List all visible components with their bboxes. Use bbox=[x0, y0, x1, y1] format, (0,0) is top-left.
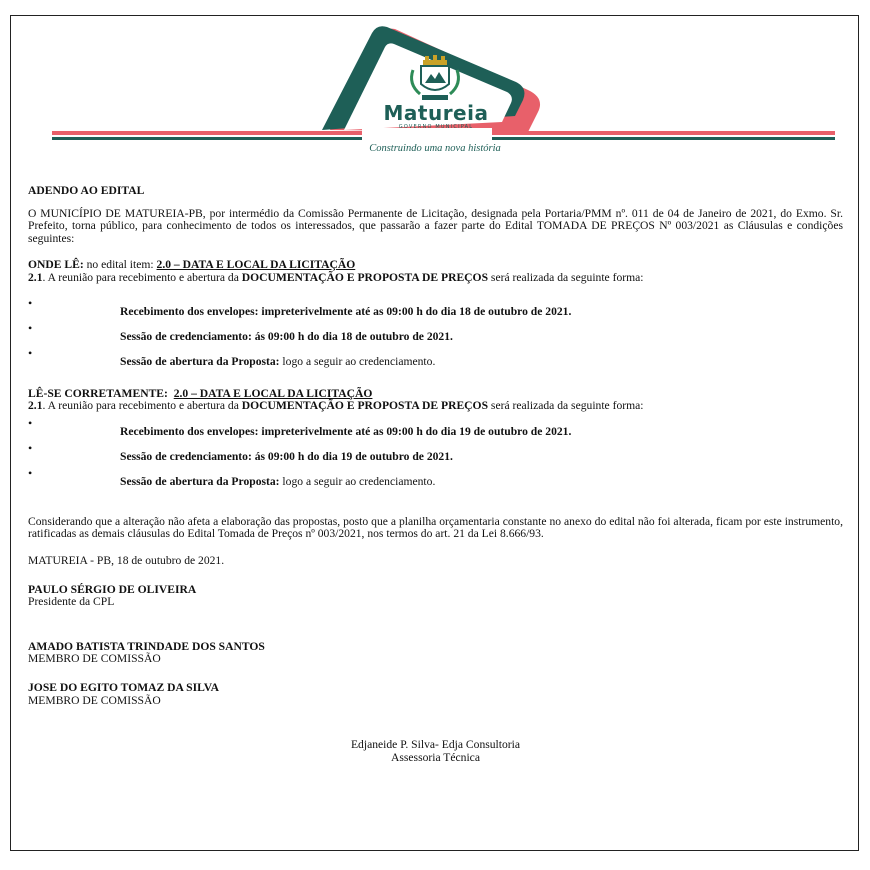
le-label: LÊ-SE CORRETAMENTE: bbox=[28, 386, 168, 400]
considerando-paragraph: Considerando que a alteração não afeta a elaboração das propostas, posto que a planilha orçamentaria constante no anexo do edital não foi alterada, ficam por este instrumento, ratificadas as demais cláusulas do Edital Tomada de Preços nº 003/2021, nos termos do art. 21 da Lei 8.666/93. bbox=[28, 514, 843, 541]
le-bullet-3-bold: Sessão de abertura da Proposta: bbox=[120, 474, 280, 488]
list-item bbox=[28, 463, 843, 488]
signatory-name: JOSE DO EGITO TOMAZ DA SILVA bbox=[28, 680, 220, 694]
onde-bullet-1: Recebimento dos envelopes: impreterivelmente até as 09:00 h do dia 18 de outubro de 2021. bbox=[120, 304, 572, 318]
le-bullet-2: Sessão de credenciamento: ás 09:00 h do dia 19 de outubro de 2021. bbox=[120, 449, 453, 463]
le-bullet-list bbox=[28, 413, 843, 488]
signatory-role: Presidente da CPL bbox=[28, 595, 115, 609]
le-line-a: . A reunião para recebimento e abertura da bbox=[42, 399, 242, 413]
footer-line-1: Edjaneide P. Silva- Edja Consultoria bbox=[350, 738, 521, 752]
bullet-icon: • bbox=[28, 415, 33, 430]
signatory-role: MEMBRO DE COMISSÃO bbox=[28, 652, 161, 666]
slogan: Construindo uma nova história bbox=[369, 143, 501, 154]
onde-bullet-3 bbox=[120, 356, 435, 369]
signatory-name: AMADO BATISTA TRINDADE DOS SANTOS bbox=[28, 639, 265, 653]
matureia-logo bbox=[0, 0, 870, 165]
le-line-b: DOCUMENTAÇÃO E PROPOSTA DE PREÇOS bbox=[241, 399, 489, 413]
le-num: 2.1 bbox=[28, 399, 43, 413]
le-bullet-3 bbox=[120, 476, 435, 489]
bullet-icon: • bbox=[28, 465, 33, 480]
list-item bbox=[28, 438, 843, 463]
list-item bbox=[28, 343, 843, 368]
le-bullet-3-rest: logo a seguir ao credenciamento. bbox=[279, 474, 436, 488]
le-bullet-1: Recebimento dos envelopes: impreterivelmente até as 09:00 h do dia 19 de outubro de 2021. bbox=[120, 424, 572, 438]
bullet-icon: • bbox=[28, 345, 33, 360]
bullet-icon: • bbox=[28, 295, 33, 310]
onde-prefix: no edital item: bbox=[83, 258, 157, 272]
bullet-icon: • bbox=[28, 440, 33, 455]
bullet-icon: • bbox=[28, 320, 33, 335]
signatory-role: MEMBRO DE COMISSÃO bbox=[28, 693, 161, 707]
onde-line-a: . A reunião para recebimento e abertura da bbox=[42, 270, 242, 284]
onde-label: ONDE LÊ: bbox=[28, 258, 84, 272]
onde-bullet-3-rest: logo a seguir ao credenciamento. bbox=[279, 354, 436, 368]
brand-name: Matureia bbox=[383, 101, 489, 125]
letterhead bbox=[0, 0, 870, 165]
onde-num: 2.1 bbox=[28, 270, 43, 284]
document-body bbox=[28, 185, 843, 764]
intro-paragraph: O MUNICÍPIO DE MATUREIA-PB, por intermédio da Comissão Permanente de Licitação, designada pela Portaria/PMM nº. 011 de 04 de Janeiro de 2021, do Exmo. Sr. Prefeito, torna público, para conhecimento de todos os interessados, que passarão a fazer parte do Edital TOMADA DE PREÇOS Nº 003/2021 as Cláusulas e condições seguintes: bbox=[28, 206, 843, 245]
list-item bbox=[28, 318, 843, 343]
onde-bullet-3-bold: Sessão de abertura da Proposta: bbox=[120, 354, 280, 368]
onde-bullet-2: Sessão de credenciamento: ás 09:00 h do dia 18 de outubro de 2021. bbox=[120, 329, 453, 343]
onde-bullet-list bbox=[28, 293, 843, 368]
onde-item: 2.0 – DATA E LOCAL DA LICITAÇÃO bbox=[156, 258, 356, 272]
onde-line bbox=[28, 272, 843, 285]
le-line-c: será realizada da seguinte forma: bbox=[488, 399, 644, 413]
le-line bbox=[28, 400, 843, 413]
list-item bbox=[28, 293, 843, 318]
onde-line-c: será realizada da seguinte forma: bbox=[488, 270, 644, 284]
signatory-name: PAULO SÉRGIO DE OLIVEIRA bbox=[28, 582, 197, 596]
list-item bbox=[28, 413, 843, 438]
footer-line-2: Assessoria Técnica bbox=[391, 750, 480, 764]
onde-line-b: DOCUMENTAÇÃO E PROPOSTA DE PREÇOS bbox=[241, 270, 489, 284]
brand-subtitle: GOVERNO MUNICIPAL bbox=[398, 124, 474, 130]
le-item: 2.0 – DATA E LOCAL DA LICITAÇÃO bbox=[173, 386, 373, 400]
doc-title: ADENDO AO EDITAL bbox=[28, 184, 145, 197]
date-line: MATUREIA - PB, 18 de outubro de 2021. bbox=[28, 553, 225, 567]
